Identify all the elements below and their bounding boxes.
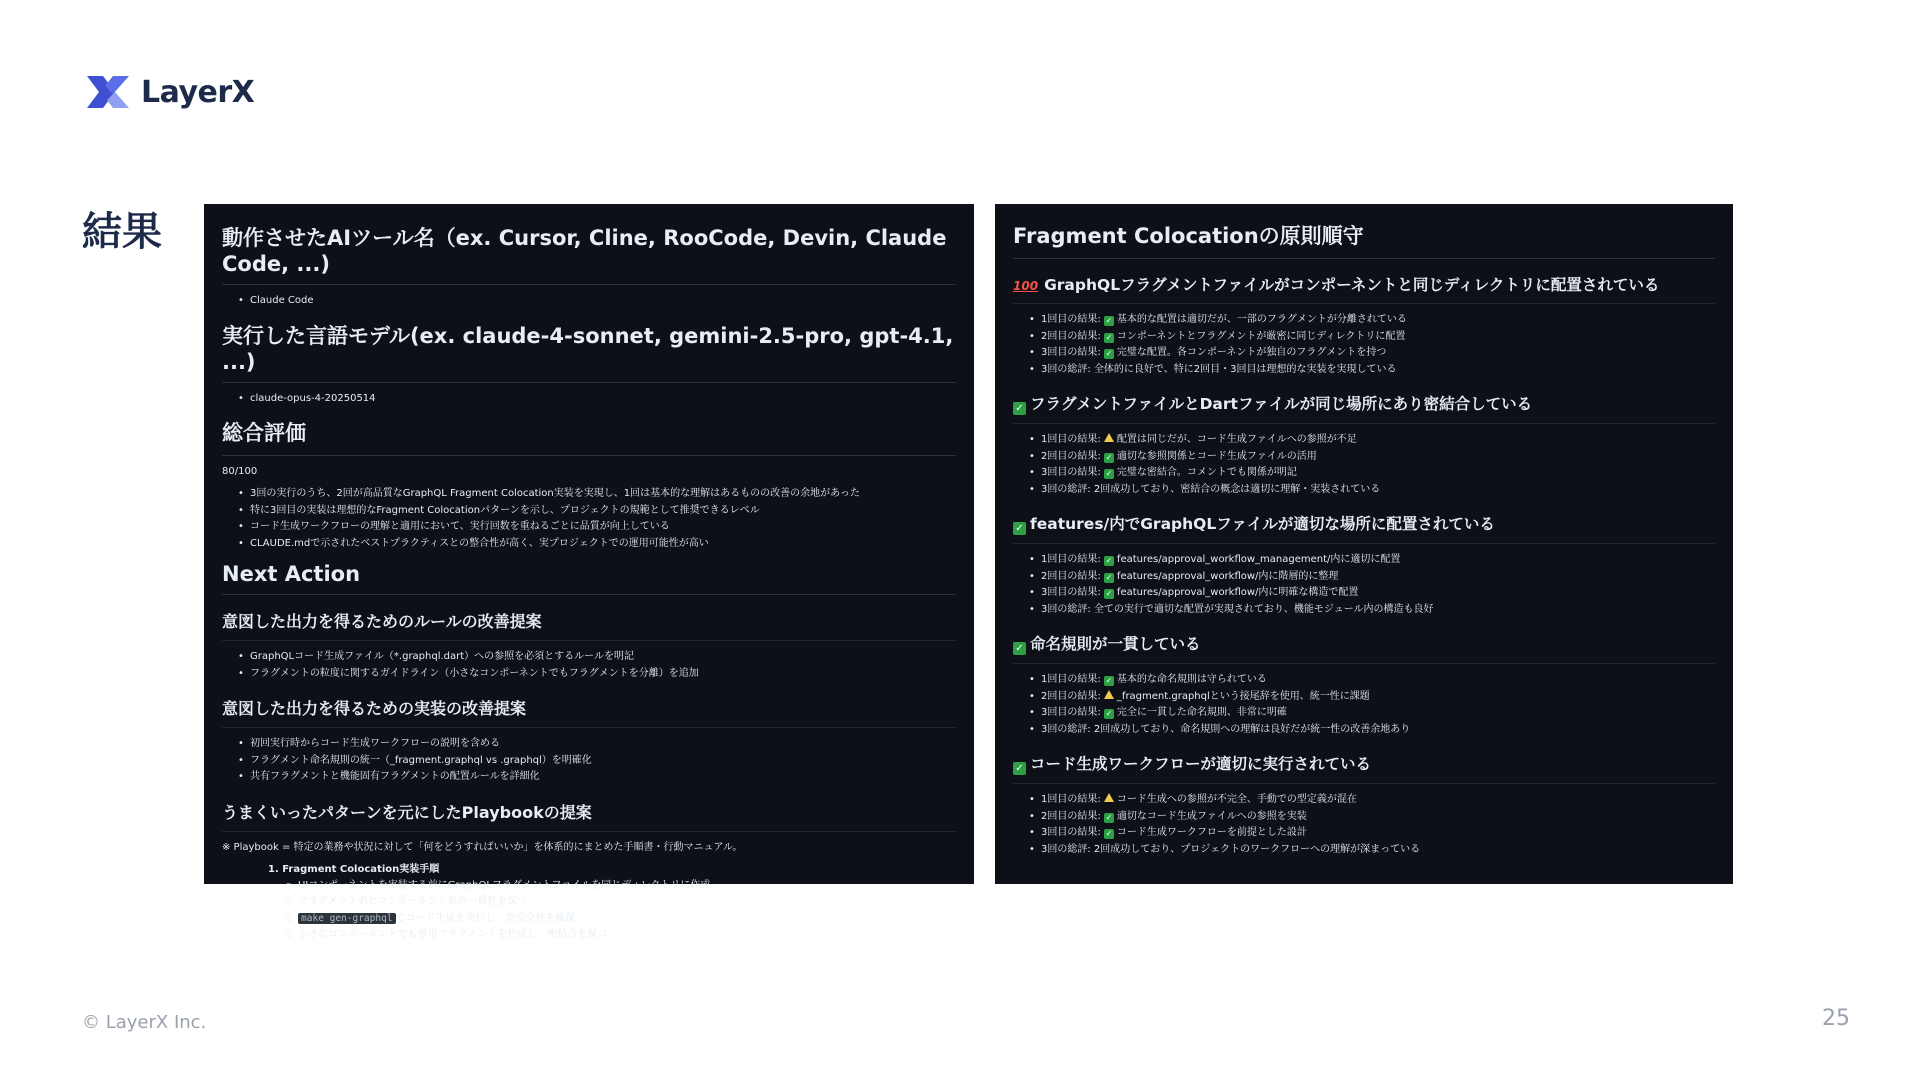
result-text: コンポーネントとフラグメントが厳密に同じディレクトリに配置 xyxy=(1116,330,1406,342)
warning-icon xyxy=(1104,690,1114,699)
result-text: 基本的な命名規則は守られている xyxy=(1116,674,1267,685)
result-label: 3回目の結果: xyxy=(1041,347,1101,358)
result-label: 1回目の結果: xyxy=(1041,674,1101,685)
layerx-logo-mark-icon xyxy=(85,72,131,112)
criterion-section xyxy=(1013,748,1715,858)
result-label: 3回目の結果: xyxy=(1041,587,1101,598)
page-number: 25 xyxy=(1822,1006,1850,1031)
check-mark-icon: ✓ xyxy=(1105,589,1113,598)
list-item xyxy=(1041,482,1715,499)
list-item xyxy=(1041,465,1715,482)
bullet-list xyxy=(222,293,956,310)
list-item xyxy=(1041,602,1715,619)
list-item: • フラグメント命名規則の統一（_fragment.graphql vs .graphql）を明確化 xyxy=(250,753,956,770)
list-item xyxy=(1041,842,1715,859)
list-item xyxy=(1041,705,1715,722)
criterion-section xyxy=(1013,269,1715,378)
result-text: 適切なコード生成ファイルへの参照を実装 xyxy=(1116,810,1307,822)
result-label: 1回目の結果: xyxy=(1041,554,1101,565)
result-text: 適切な参照関係とコード生成ファイルの活用 xyxy=(1116,450,1317,462)
check-mark-icon: ✓ xyxy=(1105,452,1113,462)
check-mark-icon: ✓ xyxy=(1013,522,1026,535)
bullet-list xyxy=(1013,552,1715,618)
criterion-heading-text: コード生成ワークフローが適切に実行されている xyxy=(1030,755,1372,773)
criterion-heading xyxy=(1013,628,1715,664)
ai-tool-section xyxy=(222,218,956,310)
overall-section xyxy=(222,413,956,552)
result-text: 全ての実行で適切な配置が実現されており、機能モジュール内の構造も良好 xyxy=(1093,603,1434,615)
list-item xyxy=(1041,449,1715,466)
list-item: ○ UIコンポーネントを実装する前にGraphQLフラグメントファイルを同じディレクトリに作成 xyxy=(298,878,956,895)
result-label: 1回目の結果: xyxy=(1041,794,1101,805)
list-item xyxy=(1041,552,1715,569)
criterion-heading xyxy=(1013,508,1715,544)
result-text: 完璧な密結合。コメントでも関係が明記 xyxy=(1116,467,1297,478)
right-result-panel xyxy=(995,204,1733,884)
list-item: • GraphQLコード生成ファイル（*.graphql.dart）への参照を必須とするルールを明記 xyxy=(250,649,956,666)
result-label: 2回目の結果: xyxy=(1041,810,1101,822)
warning-icon xyxy=(1104,793,1114,802)
check-mark-icon: ✓ xyxy=(1105,709,1113,718)
result-text: 2回成功しており、命名規則への理解は良好だが統一性の改善余地あり xyxy=(1093,723,1411,735)
list-item xyxy=(1041,329,1715,346)
criterion-section xyxy=(1013,508,1715,618)
layerx-logo xyxy=(85,72,254,112)
model-section xyxy=(222,316,956,408)
result-text: 配置は同じだが、コード生成ファイルへの参照が不足 xyxy=(1116,434,1357,445)
warning-icon xyxy=(1104,433,1114,442)
result-text: 完璧な配置。各コンポーネントが独自のフラグメントを持つ xyxy=(1116,347,1387,358)
logo-text: LayerX xyxy=(141,74,255,110)
copyright: © LayerX Inc. xyxy=(82,1012,207,1033)
result-text: 2回成功しており、プロジェクトのワークフローへの理解が深まっている xyxy=(1093,843,1421,855)
list-item xyxy=(1041,585,1715,602)
bullet-list xyxy=(1013,792,1715,858)
list-item: • CLAUDE.mdで示されたベストプラクティスとの整合性が高く、実プロジェクトでの運用可能性が高い xyxy=(250,536,956,553)
list-item xyxy=(1041,689,1715,706)
check-mark-icon: ✓ xyxy=(1105,676,1113,685)
criterion-heading-text: features/内でGraphQLファイルが適切な場所に配置されている xyxy=(1030,515,1495,533)
result-label: 3回の総評: xyxy=(1041,723,1091,735)
result-text: features/approval_workflow/内に階層的に整理 xyxy=(1116,570,1339,582)
list-item: • フラグメントの粒度に関するガイドライン（小さなコンポーネントでもフラグメントを分離）を追加 xyxy=(250,666,956,683)
list-item: ○ 小さなコンポーネントでも専用フラグメントを作成し、密結合を保つ xyxy=(298,927,956,944)
list-item xyxy=(1041,809,1715,826)
criterion-heading xyxy=(1013,748,1715,784)
result-label: 3回の総評: xyxy=(1041,843,1091,855)
criterion-heading xyxy=(1013,269,1715,304)
result-text: features/approval_workflow_management/内に適切に配置 xyxy=(1116,554,1401,565)
subsection-heading: うまくいったパターンを元にしたPlaybookの提案 xyxy=(222,796,956,832)
list-item: • Claude Code xyxy=(250,293,956,310)
list-item: • 初回実行時からコード生成ワークフローの説明を含める xyxy=(250,736,956,753)
section-heading: 動作させたAIツール名（ex. Cursor, Cline, RooCode, Devin, Claude Code, ...) xyxy=(222,218,956,285)
next-action-section xyxy=(222,558,956,944)
bullet-list xyxy=(222,391,956,408)
result-label: 2回目の結果: xyxy=(1041,450,1101,462)
list-item xyxy=(1041,792,1715,809)
result-label: 3回目の結果: xyxy=(1041,827,1101,838)
result-text: 完全に一貫した命名規則、非常に明確 xyxy=(1116,707,1287,718)
list-item xyxy=(1041,672,1715,689)
list-item xyxy=(1041,345,1715,362)
playbook-substeps xyxy=(268,878,956,944)
criterion-heading xyxy=(1013,388,1715,424)
result-label: 1回目の結果: xyxy=(1041,434,1101,445)
page-title: 結果 xyxy=(82,209,162,255)
criterion-heading-text: 命名規則が一貫している xyxy=(1030,635,1201,653)
result-text: 2回成功しており、密結合の概念は適切に理解・実装されている xyxy=(1093,483,1381,495)
result-label: 3回目の結果: xyxy=(1041,467,1101,478)
playbook-step-label: 1. Fragment Colocation実装手順 xyxy=(268,863,440,875)
result-text: 全体的に良好で、特に2回目・3回目は理想的な実装を実現している xyxy=(1093,363,1397,375)
result-text: 基本的な配置は適切だが、一部のフラグメントが分離されている xyxy=(1116,314,1407,325)
list-item: • 共有フラグメントと機能固有フラグメントの配置ルールを詳細化 xyxy=(250,769,956,786)
criteria-list xyxy=(1013,269,1715,858)
check-mark-icon: ✓ xyxy=(1105,349,1113,358)
result-text: コード生成への参照が不完全、手動での型定義が混在 xyxy=(1116,794,1357,805)
list-item xyxy=(1041,312,1715,329)
criterion-section xyxy=(1013,628,1715,738)
subsection-heading: 意図した出力を得るための実装の改善提案 xyxy=(222,692,956,728)
result-text: features/approval_workflow/内に明確な構造で配置 xyxy=(1116,587,1359,598)
section-heading: 実行した言語モデル(ex. claude-4-sonnet, gemini-2.5-pro, gpt-4.1, ...) xyxy=(222,316,956,383)
bullet-list xyxy=(222,649,956,682)
panel-title: Fragment Colocationの原則順守 xyxy=(1013,216,1715,259)
result-label: 1回目の結果: xyxy=(1041,314,1101,325)
score-text: 80/100 xyxy=(222,466,258,477)
bullet-list xyxy=(1013,432,1715,498)
list-item xyxy=(1041,569,1715,586)
check-mark-icon: ✓ xyxy=(1105,812,1113,822)
list-item-text: でコード生成を実行し、型安全性を確保 xyxy=(395,912,576,924)
playbook-note: ※ Playbook = 特定の業務や状況に対して「何をどうすればいいか」を体系的にまとめた手順書・行動マニュアル。 xyxy=(222,841,743,853)
criterion-heading-text: フラグメントファイルとDartファイルが同じ場所にあり密結合している xyxy=(1030,395,1533,413)
result-label: 3回の総評: xyxy=(1041,363,1091,375)
list-item xyxy=(1041,432,1715,449)
left-result-panel xyxy=(204,204,974,940)
check-mark-icon: ✓ xyxy=(1105,332,1113,342)
list-item: • 3回の実行のうち、2回が高品質なGraphQL Fragment Colocation実装を実現し、1回は基本的な理解はあるものの改善の余地があった xyxy=(250,486,956,503)
result-label: 2回目の結果: xyxy=(1041,330,1101,342)
check-mark-icon: ✓ xyxy=(1013,642,1026,655)
check-mark-icon: ✓ xyxy=(1105,316,1113,325)
bullet-list xyxy=(222,736,956,786)
list-item xyxy=(1041,362,1715,379)
bullet-list xyxy=(222,486,956,552)
check-mark-icon: ✓ xyxy=(1013,762,1026,775)
playbook-steps xyxy=(222,862,956,944)
result-label: 2回目の結果: xyxy=(1041,690,1101,702)
result-text: _fragment.graphqlという接尾辞を使用、統一性に課題 xyxy=(1116,690,1370,702)
result-label: 3回の総評: xyxy=(1041,483,1091,495)
list-item: ○ フラグメント名とコンポーネント名の一貫性を保つ xyxy=(298,894,956,911)
criterion-heading-text: GraphQLフラグメントファイルがコンポーネントと同じディレクトリに配置されている xyxy=(1044,276,1660,294)
result-label: 3回目の結果: xyxy=(1041,707,1101,718)
list-item: • コード生成ワークフローの理解と適用において、実行回数を重ねるごとに品質が向上している xyxy=(250,519,956,536)
subsection-heading: 意図した出力を得るためのルールの改善提案 xyxy=(222,605,956,641)
list-item xyxy=(1041,825,1715,842)
bullet-list xyxy=(1013,672,1715,738)
check-mark-icon: ✓ xyxy=(1105,572,1113,582)
bullet-list xyxy=(1013,312,1715,378)
result-text: コード生成ワークフローを前提とした設計 xyxy=(1116,827,1307,838)
list-item: • 特に3回目の実装は理想的なFragment Colocationパターンを示し、プロジェクトの規範として推奨できるレベル xyxy=(250,503,956,520)
result-label: 2回目の結果: xyxy=(1041,570,1101,582)
criterion-section xyxy=(1013,388,1715,498)
check-mark-icon: ✓ xyxy=(1105,829,1113,838)
check-mark-icon: ✓ xyxy=(1105,556,1113,565)
check-mark-icon: ✓ xyxy=(1013,402,1026,415)
playbook-step xyxy=(268,862,956,944)
section-heading: 総合評価 xyxy=(222,413,956,456)
inline-code: make gen-graphql xyxy=(298,913,396,924)
section-heading: Next Action xyxy=(222,558,956,595)
list-item: • claude-opus-4-20250514 xyxy=(250,391,956,408)
result-label: 3回の総評: xyxy=(1041,603,1091,615)
list-item xyxy=(298,911,956,928)
list-item xyxy=(1041,722,1715,739)
hundred-points-icon: 100 xyxy=(1013,279,1039,293)
check-mark-icon: ✓ xyxy=(1105,469,1113,478)
